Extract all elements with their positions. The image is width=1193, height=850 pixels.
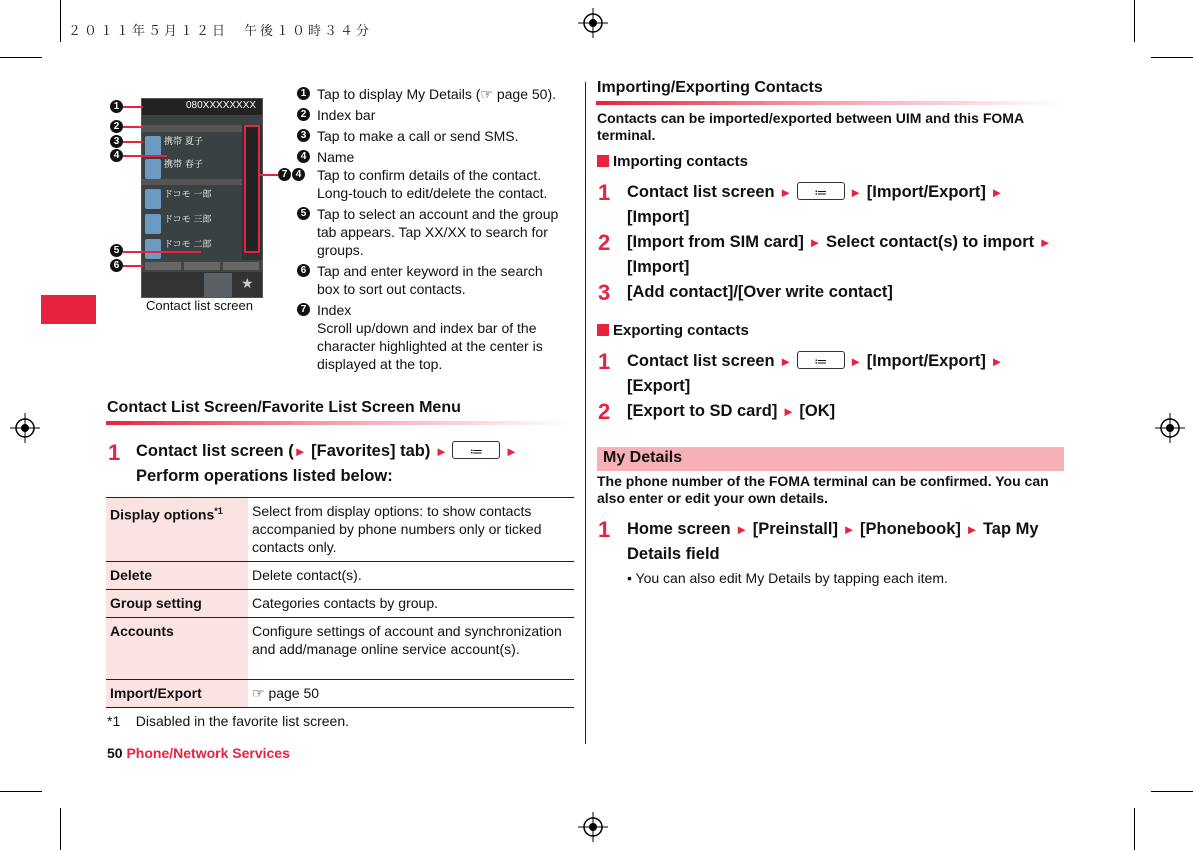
page-number: 50 — [107, 745, 123, 761]
footnote-text: Disabled in the favorite list screen. — [135, 713, 350, 729]
table-row — [106, 562, 574, 590]
arrow-icon: ► — [505, 444, 518, 459]
crop-mark — [0, 57, 42, 58]
arrow-icon: ► — [965, 522, 979, 537]
table-row — [106, 498, 574, 562]
callout-text: Tap and enter keyword in the search box to sort out contacts. — [317, 263, 543, 297]
callout-list — [297, 85, 569, 376]
heading-underline — [106, 421, 574, 425]
callout-text: Index bar — [317, 107, 376, 123]
step-text: Contact list screen ► ≔ ► [Import/Export] ► [Export] — [627, 349, 1067, 398]
callout-marker-3: 3 — [110, 135, 123, 148]
callout-marker-4: 4 — [110, 149, 123, 162]
contact-name: 携帯 春子 — [164, 160, 203, 170]
callout-number: 7 — [297, 303, 310, 316]
table-row — [106, 618, 574, 680]
crop-mark — [1151, 791, 1193, 792]
import-intro: Contacts can be imported/exported between UIM and this FOMA terminal. — [597, 110, 1024, 143]
callout-number: 3 — [297, 129, 310, 142]
callout-marker-4b: 4 — [292, 168, 305, 181]
avatar — [145, 239, 161, 259]
registration-mark-icon — [578, 8, 608, 38]
step-number: 2 — [598, 399, 611, 424]
option-description: Select from display options: to show contacts accompanied by phone numbers only or ticked contacts only. — [248, 498, 574, 562]
callout-item — [297, 301, 569, 373]
step-text: Home screen ► [Preinstall] ► [Phonebook] ► Tap My Details field — [627, 520, 1039, 563]
leader-line — [123, 126, 143, 128]
arrow-icon: ► — [735, 522, 749, 537]
callout-text: Tap to select an account and the group tab appears. Tap XX/XX to search for groups. — [317, 206, 559, 258]
callout-item — [297, 85, 569, 103]
index-letter-row — [142, 125, 242, 132]
option-label: Group setting — [106, 590, 248, 618]
leader-line — [123, 106, 143, 108]
square-bullet-icon — [597, 324, 609, 336]
callout-number: 2 — [297, 108, 310, 121]
step-number: 1 — [598, 517, 611, 542]
step-number: 1 — [598, 180, 611, 205]
footnote-mark: *1 — [107, 713, 121, 729]
footnote — [107, 712, 349, 730]
callout-number: 1 — [297, 87, 310, 100]
callout-item — [297, 148, 569, 202]
contact-name: ドコモ 二郎 — [164, 240, 212, 250]
option-description: Configure settings of account and synchronization and add/manage online service account(s). — [248, 618, 574, 680]
step-text: [Export to SD card] ► [OK] — [627, 402, 836, 420]
step-text: [Import from SIM card] ► Select contact(s) to import ► [Import] — [627, 233, 1052, 276]
exporting-subheading — [597, 322, 749, 339]
callout-item — [297, 262, 569, 298]
callout-text: Tap to display My Details (☞ page 50). — [317, 86, 556, 102]
menu-section-heading: Contact List Screen/Favorite List Screen Menu — [107, 399, 461, 416]
step-text: [Add contact]/[Over write contact] — [627, 283, 893, 301]
subheading-text: Importing contacts — [613, 153, 749, 170]
option-description[interactable]: ☞ page 50 — [248, 680, 574, 708]
arrow-icon: ► — [990, 185, 1004, 200]
step-number: 2 — [598, 230, 611, 255]
contact-list-screenshot — [141, 98, 263, 298]
option-description: Delete contact(s). — [248, 562, 574, 590]
callout-marker-6: 6 — [110, 259, 123, 272]
importing-subheading — [597, 153, 748, 170]
note-text: You can also edit My Details by tapping each item. — [635, 570, 948, 586]
crop-mark — [1151, 57, 1193, 58]
step-number: 3 — [598, 280, 611, 305]
arrow-icon: ► — [779, 185, 793, 200]
my-details-note — [627, 569, 948, 587]
crop-mark — [60, 808, 61, 850]
callout-item — [297, 106, 569, 124]
owner-number: 080XXXXXXXX — [186, 100, 257, 111]
registration-mark-icon — [578, 812, 608, 842]
arrow-icon: ► — [808, 235, 822, 250]
section-name: Phone/Network Services — [126, 745, 290, 761]
option-description: Categories contacts by group. — [248, 590, 574, 618]
callout-number: 6 — [297, 264, 310, 277]
arrow-icon: ► — [293, 444, 307, 459]
arrow-icon: ► — [849, 185, 863, 200]
arrow-icon: ► — [842, 522, 856, 537]
table-row — [106, 590, 574, 618]
avatar — [145, 136, 161, 156]
option-label: Import/Export — [106, 680, 248, 708]
header-strip — [142, 115, 262, 125]
callout-title: Name — [317, 149, 355, 165]
crop-mark — [60, 0, 61, 42]
crop-mark — [1134, 808, 1135, 850]
step-number: 1 — [598, 349, 611, 374]
avatar — [145, 214, 161, 234]
step-text: Contact list screen ► ≔ ► [Import/Export] ► [Import] — [627, 180, 1067, 229]
leader-line — [123, 265, 143, 267]
menu-options-table — [106, 497, 574, 708]
callout-item — [297, 127, 569, 145]
avatar — [145, 189, 161, 209]
step-number: 1 — [108, 440, 121, 465]
index-bar — [244, 125, 260, 253]
column-divider — [585, 82, 586, 744]
my-details-band: My Details — [597, 447, 1064, 471]
arrow-icon: ► — [990, 354, 1004, 369]
option-label: Delete — [106, 562, 248, 590]
crop-mark — [1134, 0, 1135, 42]
callout-item — [297, 205, 569, 259]
contact-name: ドコモ 一郎 — [164, 190, 212, 200]
subheading-text: Exporting contacts — [613, 322, 749, 339]
contact-name: ドコモ 三郎 — [164, 215, 212, 225]
menu-key-icon — [797, 182, 845, 200]
callout-marker-7: 7 — [278, 168, 291, 181]
bottom-tab-bar — [142, 273, 262, 297]
leader-line — [123, 141, 143, 143]
menu-key-icon — [797, 351, 845, 369]
callout-marker-5: 5 — [110, 244, 123, 257]
square-bullet-icon — [597, 155, 609, 167]
step-part: [Favorites] tab) — [306, 442, 435, 460]
screen-caption: Contact list screen — [146, 298, 253, 313]
callout-title: Index — [317, 302, 352, 318]
option-label: Display options$^{*1}$ — [106, 498, 248, 562]
step-part: Contact list screen ( — [136, 442, 294, 460]
callout-text: Scroll up/down and index bar of the character highlighted at the center is displayed at the top. — [317, 320, 543, 372]
my-details-intro: The phone number of the FOMA terminal can be confirmed. You can also enter or edit your own details. — [597, 473, 1049, 506]
step-text — [136, 439, 576, 488]
heading-underline — [596, 101, 1064, 105]
import-section-heading: Importing/Exporting Contacts — [597, 79, 823, 96]
callout-number: 4 — [297, 150, 310, 163]
leader-line — [123, 155, 167, 157]
step-part: Perform operations listed below: — [136, 467, 393, 485]
registration-mark-icon — [1155, 413, 1185, 443]
tab-button-row — [142, 260, 262, 272]
avatar — [145, 159, 161, 179]
callout-number: 5 — [297, 207, 310, 220]
menu-key-icon — [452, 441, 500, 459]
arrow-icon: ► — [849, 354, 863, 369]
star-icon: ★ — [241, 275, 254, 291]
arrow-icon: ► — [434, 444, 448, 459]
chapter-tab — [41, 295, 96, 324]
table-row — [106, 680, 574, 708]
print-timestamp: ２０１１年５月１２日 午後１０時３４分 — [68, 24, 373, 39]
owner-row — [142, 99, 262, 115]
crop-mark — [0, 791, 42, 792]
leader-line — [123, 251, 201, 253]
contact-name: 携帯 夏子 — [164, 137, 203, 147]
page-footer — [107, 745, 290, 761]
bullet-icon: • — [627, 570, 632, 586]
arrow-icon: ► — [779, 354, 793, 369]
callout-text: Tap to confirm details of the contact. Long-touch to edit/delete the contact. — [317, 167, 548, 201]
option-label: Accounts — [106, 618, 248, 680]
callout-marker-1: 1 — [110, 100, 123, 113]
leader-line — [260, 174, 278, 176]
callout-marker-2: 2 — [110, 120, 123, 133]
arrow-icon: ► — [781, 404, 795, 419]
arrow-icon: ► — [1038, 235, 1052, 250]
registration-mark-icon — [10, 413, 40, 443]
callout-text: Tap to make a call or send SMS. — [317, 128, 519, 144]
